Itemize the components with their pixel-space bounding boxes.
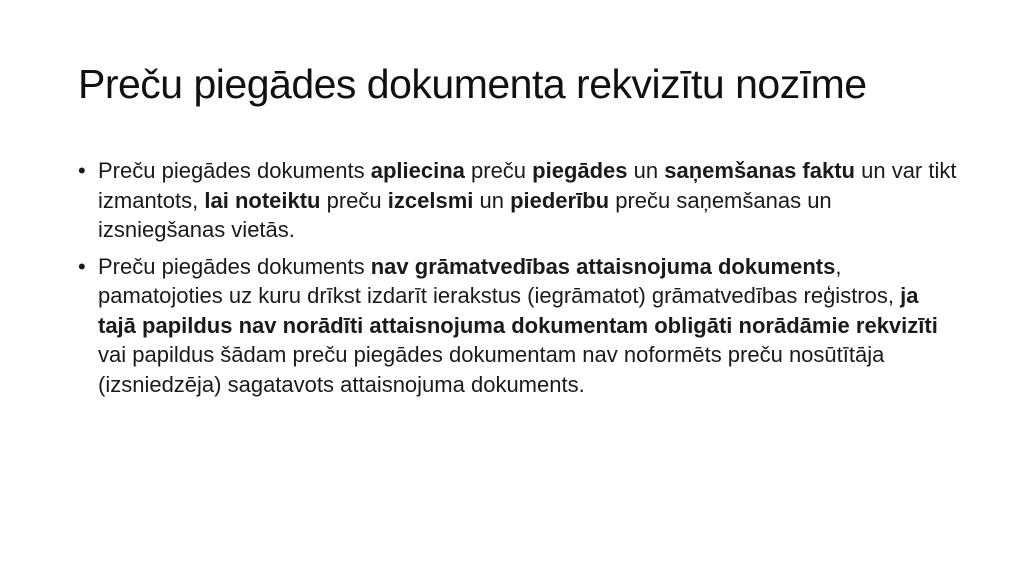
slide-title: Preču piegādes dokumenta rekvizītu nozīme (78, 61, 867, 107)
bullet-text (98, 158, 956, 242)
bullet-text (98, 254, 938, 397)
bullet-item-1 (78, 156, 958, 245)
bold-text-segment: lai noteiktu (204, 187, 321, 213)
text-segment: un (627, 158, 665, 183)
bullet-item-2 (78, 252, 958, 400)
bold-text-segment: saņemšanas faktu (664, 158, 855, 183)
text-segment: , pamatojoties uz kuru drīkst izdarīt ierakstus (iegrāmatot) grāmatvedības reģistros, (98, 253, 901, 308)
bold-text-segment: nav grāmatvedības attaisnojuma dokuments (370, 253, 836, 279)
text-segment: preču (464, 158, 533, 183)
text-segment: vai papildus šādam preču piegādes dokumentam nav noformēts preču nosūtītāja (izsniedzēja) sagatavots attaisnojuma dokuments. (98, 342, 885, 397)
bold-text-segment: piegādes (532, 158, 628, 183)
bold-text-segment: apliecina (370, 158, 465, 183)
text-segment: Preču piegādes dokuments (98, 253, 371, 279)
text-segment: preču saņemšanas un izsniegšanas vietās. (98, 187, 832, 242)
bold-text-segment: izcelsmi (387, 187, 474, 213)
text-segment: un (473, 187, 511, 213)
bold-text-segment: piederību (510, 187, 610, 213)
bullet-marker: • (78, 253, 86, 279)
text-segment: Preču piegādes dokuments (98, 158, 371, 183)
text-segment: preču (320, 187, 388, 213)
text-segment: un var tikt izmantots, (98, 158, 957, 213)
bullet-list (78, 156, 958, 406)
bold-text-segment: ja tajā papildus nav norādīti attaisnojuma dokumentam obligāti norādāmie rekvizīti (98, 283, 938, 338)
bullet-marker: • (78, 158, 86, 183)
